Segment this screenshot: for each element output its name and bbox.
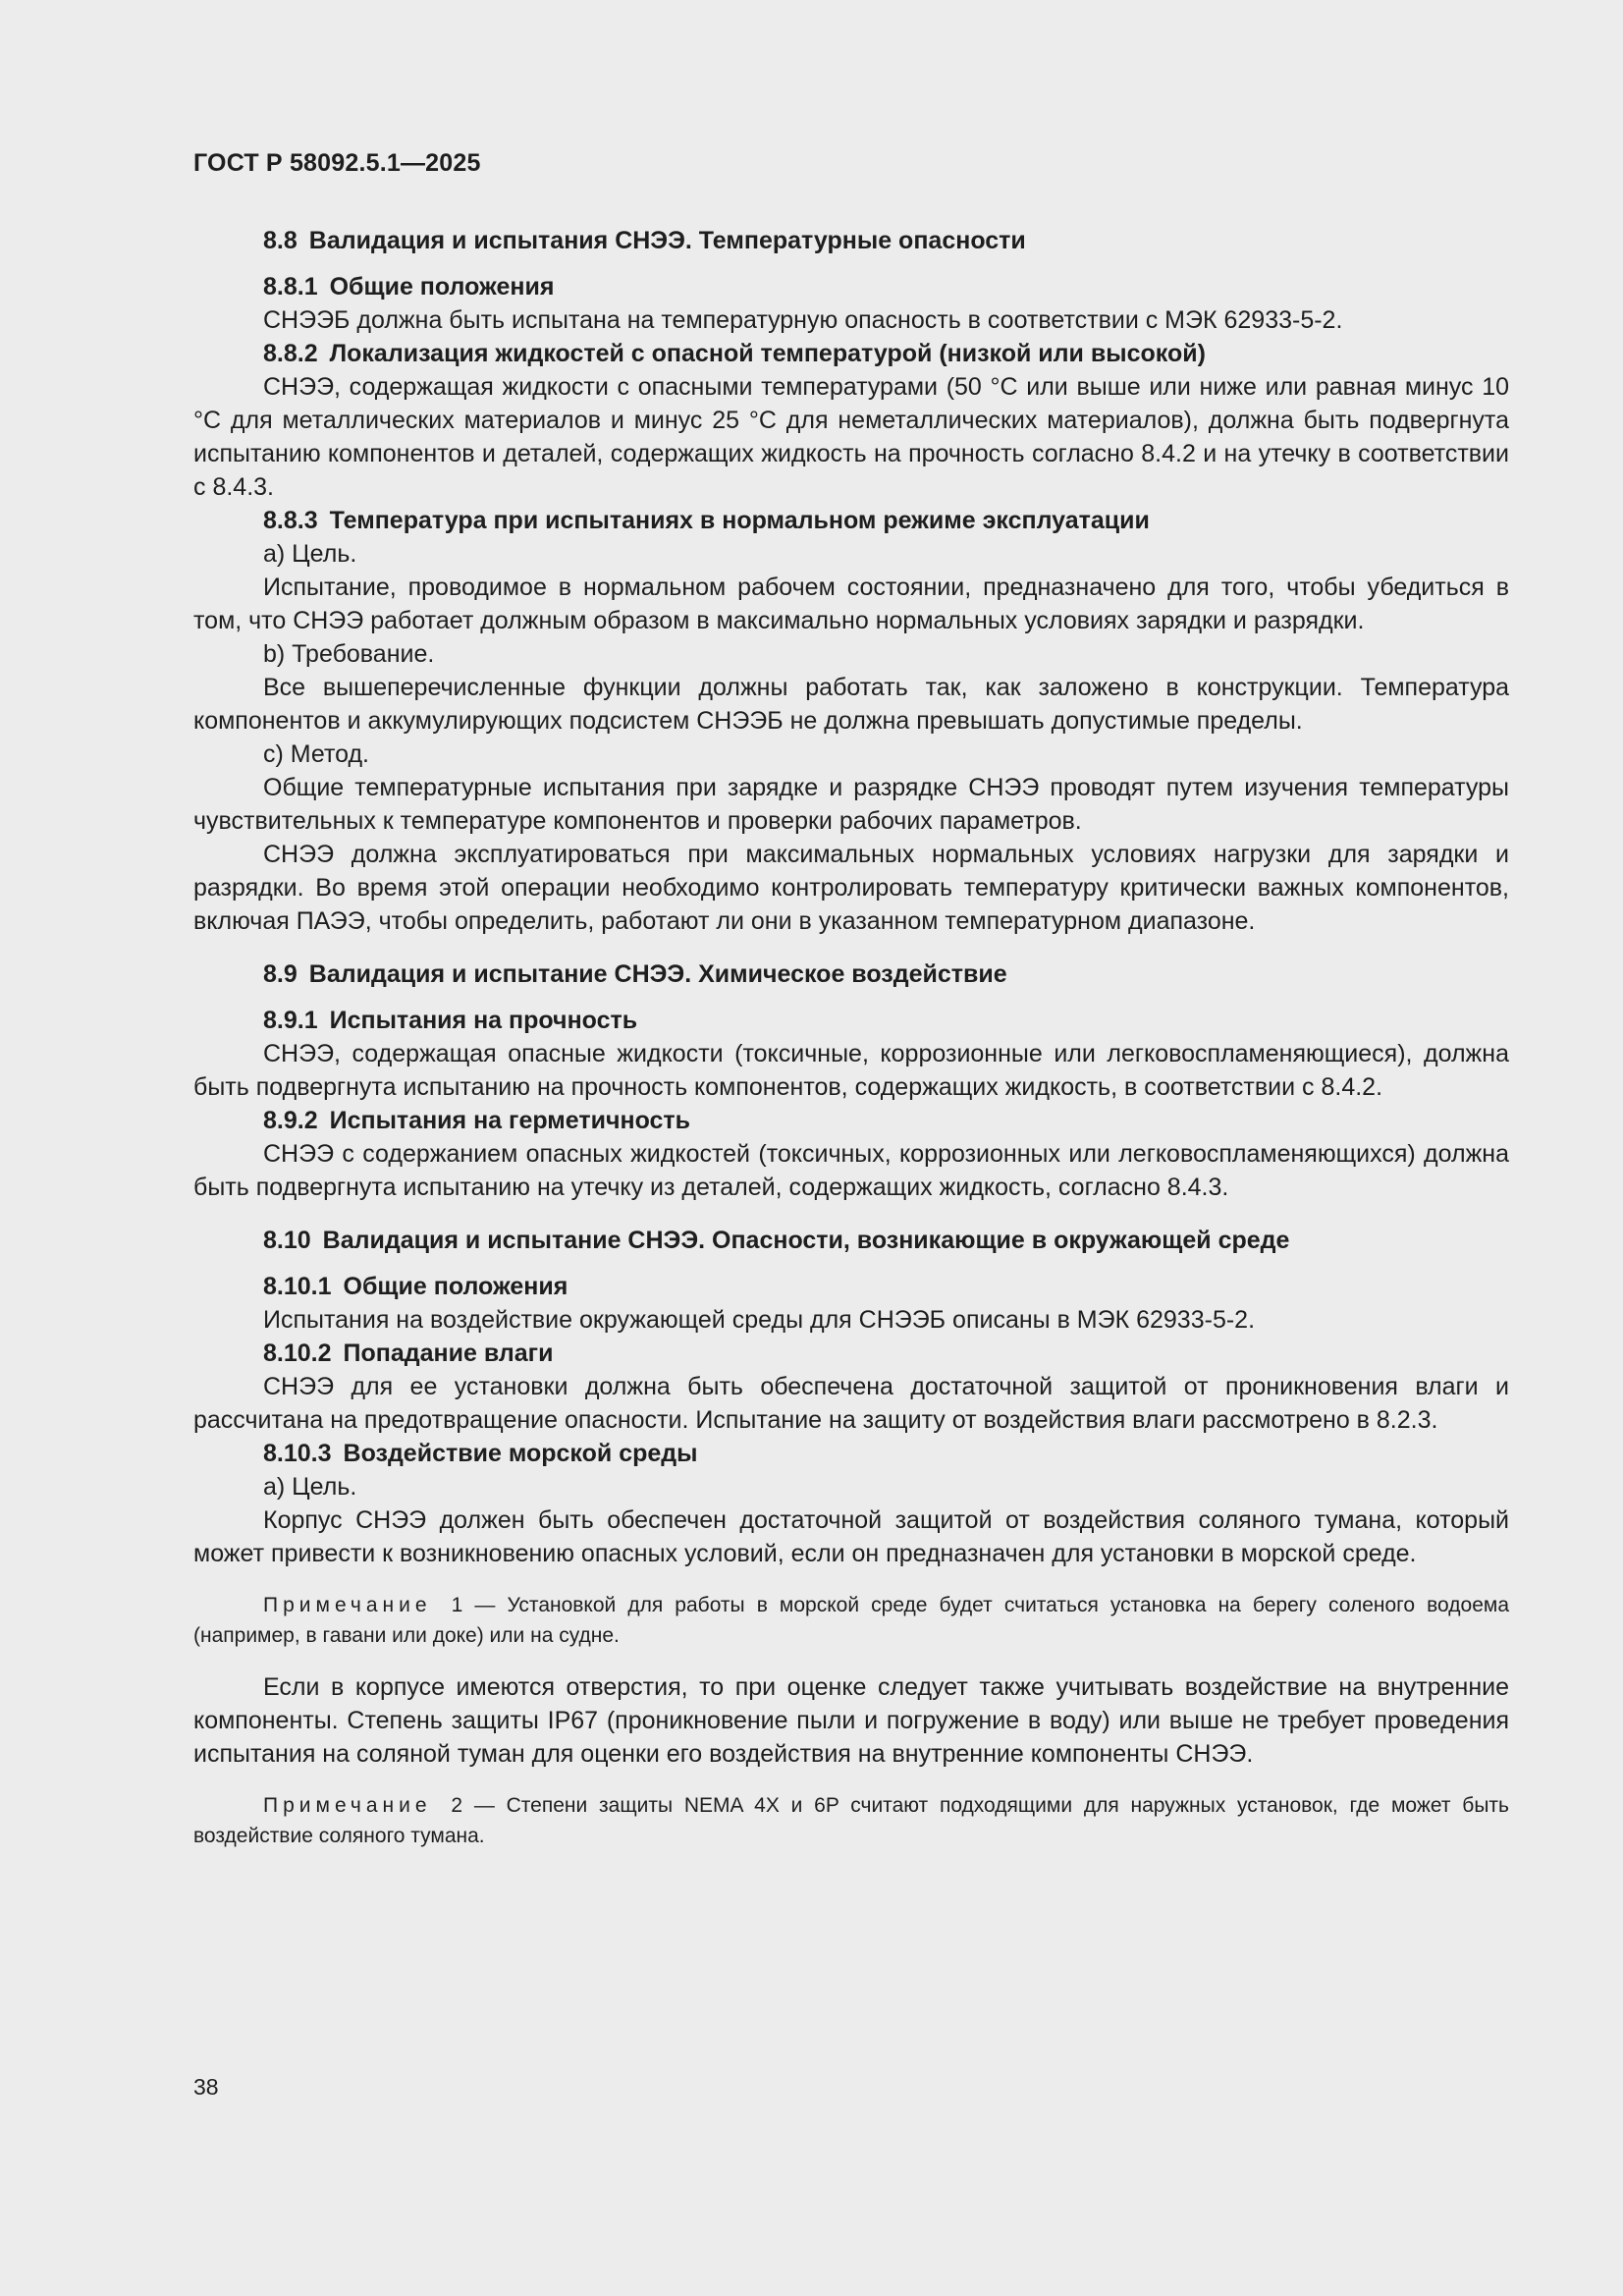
section-8-10-3-heading [193,1437,1509,1470]
paragraph: Корпус СНЭЭ должен быть обеспечен достаточной защитой от воздействия соляного тумана, который может привести к возникновению опасных условий, если он предназначен для установки в морской среде. [193,1506,1509,1567]
section-number: 8.10.3 [263,1440,332,1467]
paragraph: СНЭЭ должна эксплуатироваться при максимальных нормальных условиях нагрузки для зарядки и разрядки. Во время этой операции необходимо контролировать температуру критически важных компонентов, включая ПАЭЭ, чтобы определить, работают ли они в указанном температурном диапазоне. [193,841,1509,935]
section-title: Валидация и испытания СНЭЭ. Температурные опасности [308,227,1026,254]
list-item-label: а) Цель. [263,1473,357,1501]
paragraph: Если в корпусе имеются отверстия, то при оценке следует также учитывать воздействие на внутренние компоненты. Степень защиты IP67 (проникновение пыли и погружение в воду) или выше не требует проведения испытания на соляной туман для оценки его воздействия на внутренние компоненты СНЭЭ. [193,1673,1509,1768]
section-8-10-2-heading [193,1337,1509,1370]
section-title: Общие положения [329,273,555,301]
note-label: Примечание [263,1594,432,1616]
section-title: Общие положения [343,1273,568,1300]
paragraph: СНЭЭ, содержащая жидкости с опасными температурами (50 °С или выше или ниже или равная минус 10 °С для металлических материалов и минус 25 °С для неметаллических материалов), должна быть подвергнута испытанию компонентов и деталей, содержащих жидкость на прочность согласно 8.4.2 и на утечку в соответствии с 8.4.3. [193,373,1509,501]
section-title: Локализация жидкостей с опасной температурой (низкой или высокой) [329,340,1206,367]
section-number: 8.8 [263,227,298,254]
paragraph: СНЭЭБ должна быть испытана на температурную опасность в соответствии с МЭК 62933-5-2. [263,306,1343,334]
document-body [193,224,1509,1851]
section-title: Попадание влаги [343,1339,554,1367]
section-number: 8.10 [263,1227,311,1254]
note-text: 2 — Степени защиты NEMA 4X и 6P считают подходящими для наружных установок, где может быть воздействие соляного тумана. [193,1794,1509,1847]
paragraph: Испытания на воздействие окружающей среды для СНЭЭБ описаны в МЭК 62933-5-2. [263,1306,1256,1334]
note-text: 1 — Установкой для работы в морской среде будет считаться установка на берегу соленого водоема (например, в гавани или доке) или на судне. [193,1594,1509,1647]
section-8-9-1-heading [193,1004,1509,1037]
list-item-label: а) Цель. [263,540,357,568]
section-8-9-2-heading [193,1104,1509,1137]
section-title: Валидация и испытание СНЭЭ. Опасности, возникающие в окружающей среде [322,1227,1290,1254]
paragraph: СНЭЭ для ее установки должна быть обеспечена достаточной защитой от проникновения влаги и рассчитана на предотвращение опасности. Испытание на защиту от воздействия влаги рассмотрено в 8.2.3. [193,1373,1509,1434]
section-8-8-3-heading [193,504,1509,537]
section-number: 8.10.2 [263,1339,332,1367]
section-title: Испытания на герметичность [329,1107,691,1134]
document-header: ГОСТ Р 58092.5.1—2025 [193,149,481,177]
section-8-9-heading [193,957,1509,991]
section-title: Температура при испытаниях в нормальном режиме эксплуатации [329,507,1150,534]
paragraph: Все вышеперечисленные функции должны работать так, как заложено в конструкции. Температура компонентов и аккумулирующих подсистем СНЭЭБ не должна превышать допустимые пределы. [193,674,1509,735]
paragraph: СНЭЭ с содержанием опасных жидкостей (токсичных, коррозионных или легковоспламеняющихся) должна быть подвергнута испытанию на утечку из деталей, содержащих жидкость, согласно 8.4.3. [193,1140,1509,1201]
section-title: Испытания на прочность [329,1007,638,1034]
section-number: 8.9.1 [263,1007,318,1034]
section-number: 8.9 [263,960,298,988]
note-1 [193,1590,1509,1651]
section-title: Валидация и испытание СНЭЭ. Химическое воздействие [308,960,1007,988]
paragraph: Общие температурные испытания при зарядке и разрядке СНЭЭ проводят путем изучения температуры чувствительных к температуре компонентов и проверки рабочих параметров. [193,774,1509,835]
section-8-8-heading [193,224,1509,257]
note-label: Примечание [263,1794,432,1817]
section-number: 8.8.2 [263,340,318,367]
section-number: 8.10.1 [263,1273,332,1300]
section-number: 8.8.3 [263,507,318,534]
paragraph: СНЭЭ, содержащая опасные жидкости (токсичные, коррозионные или легковоспламеняющиеся), должна быть подвергнута испытанию на прочность компонентов, содержащих жидкость, в соответствии с 8.4.2. [193,1040,1509,1101]
section-8-10-heading [193,1224,1509,1257]
section-8-8-2-heading [193,337,1509,370]
paragraph: Испытание, проводимое в нормальном рабочем состоянии, предназначено для того, чтобы убедиться в том, что СНЭЭ работает должным образом в максимально нормальных условиях зарядки и разрядки. [193,574,1509,634]
section-8-8-1-heading [193,270,1509,303]
section-number: 8.8.1 [263,273,318,301]
list-item-label: b) Требование. [263,640,435,668]
section-title: Воздействие морской среды [343,1440,698,1467]
section-8-10-1-heading [193,1270,1509,1303]
section-number: 8.9.2 [263,1107,318,1134]
list-item-label: с) Метод. [263,740,370,768]
page-number: 38 [193,2074,219,2100]
note-2 [193,1790,1509,1851]
